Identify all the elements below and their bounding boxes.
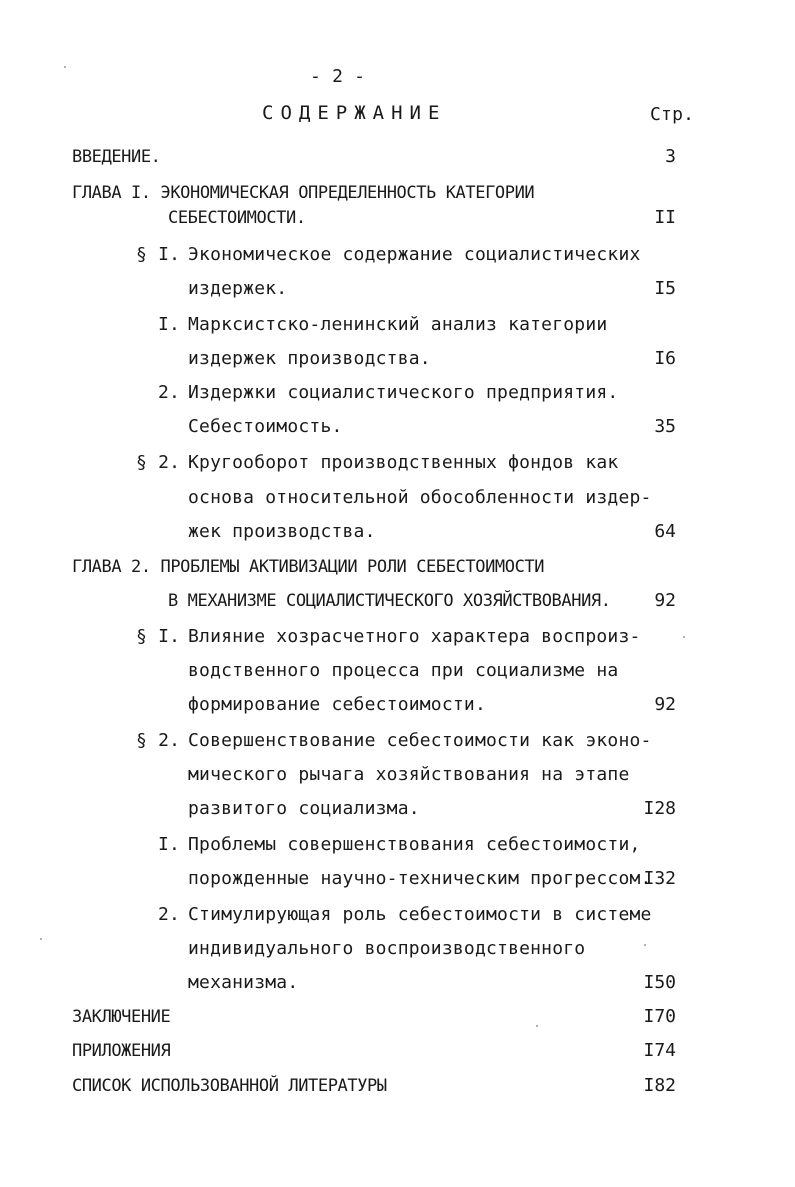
toc-ch2-section-2-page: I28 bbox=[643, 798, 676, 819]
toc-ch1-s1-item-2-line-2: Себестоимость. bbox=[188, 416, 343, 437]
toc-ch2-s2-item-2-line-2: индивидуального воспроизводственного bbox=[188, 938, 586, 959]
toc-ch2-section-2-line-1: Совершенствование себестоимости как эконо- bbox=[188, 730, 652, 751]
toc-ch2-section-1-page: 92 bbox=[654, 694, 676, 715]
toc-ch1-section-1-line-1: Экономическое содержание социалистических bbox=[188, 244, 641, 265]
toc-ch1-section-2-line-3: жек производства. bbox=[188, 521, 376, 542]
toc-references-page: I82 bbox=[643, 1075, 676, 1096]
toc-ch2-section-2-line-3: развитого социализма. bbox=[188, 798, 420, 819]
toc-ch1-section-1-page: I5 bbox=[654, 278, 676, 299]
scan-speck bbox=[536, 1025, 538, 1027]
toc-intro: ВВЕДЕНИЕ. bbox=[72, 147, 161, 167]
toc-ch1-section-1-line-2: издержек. bbox=[188, 278, 288, 299]
toc-ch1-section-2-line-1: Кругооборот производственных фондов как bbox=[188, 452, 619, 473]
toc-ch1-s1-item-2-line-1: Издержки социалистического предприятия. bbox=[188, 382, 619, 403]
toc-chapter-1-line-2: СЕБЕСТОИМОСТИ. bbox=[168, 208, 306, 228]
page-title: СОДЕРЖАНИЕ bbox=[262, 102, 447, 124]
toc-ch2-section-1-line-3: формирование себестоимости. bbox=[188, 694, 486, 715]
toc-ch1-s1-item-1-marker: I. bbox=[158, 314, 181, 335]
scan-speck bbox=[683, 636, 685, 638]
toc-chapter-1-page: II bbox=[654, 207, 676, 228]
toc-ch2-s2-item-1-line-2: порожденные научно-техническим прогрессом. bbox=[188, 868, 652, 889]
toc-ch2-s2-item-1-line-1: Проблемы совершенствования себестоимости, bbox=[188, 834, 641, 855]
toc-ch2-s2-item-1-page: I32 bbox=[643, 868, 676, 889]
toc-conclusion-page: I70 bbox=[643, 1006, 676, 1027]
toc-references: СПИСОК ИСПОЛЬЗОВАННОЙ ЛИТЕРАТУРЫ bbox=[72, 1076, 387, 1096]
toc-intro-page: 3 bbox=[665, 146, 676, 167]
toc-ch2-s2-item-2-page: I50 bbox=[643, 972, 676, 993]
toc-conclusion: ЗАКЛЮЧЕНИЕ bbox=[72, 1007, 171, 1027]
scan-speck bbox=[64, 66, 66, 68]
toc-ch1-s1-item-1-line-2: издержек производства. bbox=[188, 348, 431, 369]
toc-ch2-s2-item-2-line-3: механизма. bbox=[188, 972, 299, 993]
toc-ch1-section-2-page: 64 bbox=[654, 521, 676, 542]
toc-ch1-s1-item-2-page: 35 bbox=[654, 416, 676, 437]
toc-ch1-section-2-marker: § 2. bbox=[136, 452, 181, 473]
toc-ch1-s1-item-2-marker: 2. bbox=[158, 382, 181, 403]
toc-appendix-page: I74 bbox=[643, 1040, 676, 1061]
toc-chapter-2-line-1: ГЛАВА 2. ПРОБЛЕМЫ АКТИВИЗАЦИИ РОЛИ СЕБЕСТОИМОСТИ bbox=[72, 557, 545, 577]
toc-ch2-section-2-marker: § 2. bbox=[136, 730, 181, 751]
toc-ch2-s2-item-2-marker: 2. bbox=[158, 904, 181, 925]
page-number: - 2 - bbox=[310, 66, 366, 87]
toc-chapter-2-line-2: В МЕХАНИЗМЕ СОЦИАЛИСТИЧЕСКОГО ХОЗЯЙСТВОВАНИЯ. bbox=[168, 591, 611, 611]
page-column-label: Стр. bbox=[650, 104, 695, 125]
toc-chapter-2-page: 92 bbox=[654, 590, 676, 611]
toc-ch2-section-1-marker: § I. bbox=[136, 626, 181, 647]
toc-ch2-s2-item-1-marker: I. bbox=[158, 834, 181, 855]
toc-chapter-1-line-1: ГЛАВА I. ЭКОНОМИЧЕСКАЯ ОПРЕДЕЛЕННОСТЬ КАТЕГОРИИ bbox=[72, 183, 535, 203]
toc-ch2-section-2-line-2: мического рычага хозяйствования на этапе bbox=[188, 764, 630, 785]
scan-speck bbox=[644, 944, 646, 946]
toc-ch1-section-1-marker: § I. bbox=[136, 244, 181, 265]
toc-ch2-section-1-line-2: водственного процесса при социализме на bbox=[188, 660, 619, 681]
toc-ch1-s1-item-1-line-1: Марксистско-ленинский анализ категории bbox=[188, 314, 608, 335]
scan-speck bbox=[40, 938, 42, 940]
toc-ch1-section-2-line-2: основа относительной обособленности издер- bbox=[188, 487, 652, 508]
toc-ch2-section-1-line-1: Влияние хозрасчетного характера воспроиз- bbox=[188, 626, 641, 647]
toc-ch1-s1-item-1-page: I6 bbox=[654, 348, 676, 369]
toc-ch2-s2-item-2-line-1: Стимулирующая роль себестоимости в системе bbox=[188, 904, 652, 925]
toc-appendix: ПРИЛОЖЕНИЯ bbox=[72, 1041, 171, 1061]
